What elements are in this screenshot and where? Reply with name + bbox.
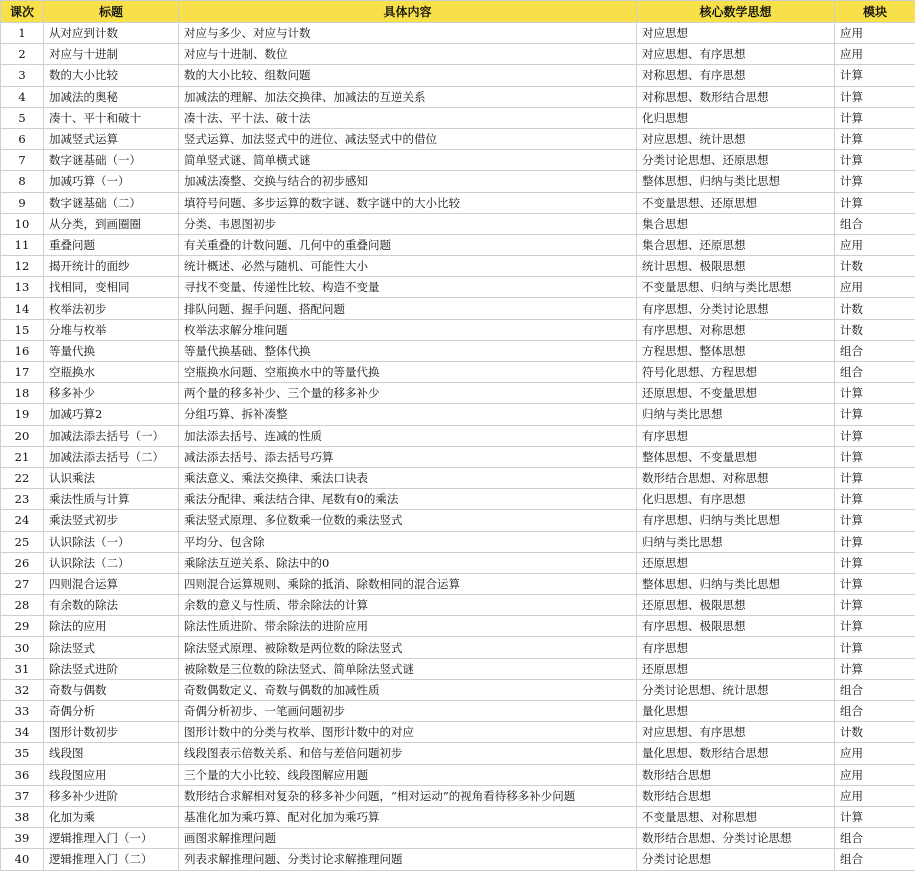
cell-title: 逻辑推理入门（二） — [44, 849, 179, 870]
cell-content: 分类、韦恩图初步 — [179, 213, 637, 234]
cell-title: 分堆与枚举 — [44, 319, 179, 340]
cell-module: 计数 — [835, 256, 915, 277]
cell-module: 计数 — [835, 298, 915, 319]
table-row — [1, 764, 915, 785]
cell-module: 计算 — [835, 65, 915, 86]
cell-module: 计算 — [835, 595, 915, 616]
cell-title: 凑十、平十和破十 — [44, 107, 179, 128]
table-row — [1, 319, 915, 340]
cell-module: 计算 — [835, 128, 915, 149]
cell-module: 计算 — [835, 616, 915, 637]
cell-module: 应用 — [835, 764, 915, 785]
cell-thinking: 还原思想 — [637, 552, 835, 573]
cell-thinking: 对应思想、统计思想 — [637, 128, 835, 149]
cell-thinking: 归纳与类比思想 — [637, 531, 835, 552]
header-lesson: 课次 — [1, 1, 44, 23]
cell-lesson: 20 — [1, 425, 44, 446]
header-title: 标题 — [44, 1, 179, 23]
cell-thinking: 对称思想、有序思想 — [637, 65, 835, 86]
cell-thinking: 有序思想 — [637, 637, 835, 658]
cell-lesson: 26 — [1, 552, 44, 573]
cell-thinking: 有序思想 — [637, 425, 835, 446]
cell-lesson: 34 — [1, 722, 44, 743]
table-row — [1, 658, 915, 679]
cell-title: 加减巧算2 — [44, 404, 179, 425]
cell-module: 计算 — [835, 404, 915, 425]
cell-title: 认识乘法 — [44, 467, 179, 488]
cell-content: 余数的意义与性质、带余除法的计算 — [179, 595, 637, 616]
cell-content: 两个量的移多补少、三个量的移多补少 — [179, 383, 637, 404]
cell-content: 简单竖式谜、简单横式谜 — [179, 150, 637, 171]
cell-lesson: 16 — [1, 340, 44, 361]
table-row — [1, 23, 915, 44]
cell-module: 计算 — [835, 446, 915, 467]
cell-title: 认识除法（一） — [44, 531, 179, 552]
cell-lesson: 4 — [1, 86, 44, 107]
cell-thinking: 整体思想、归纳与类比思想 — [637, 573, 835, 594]
cell-content: 除法性质进阶、带余除法的进阶应用 — [179, 616, 637, 637]
table-row — [1, 531, 915, 552]
cell-module: 计算 — [835, 531, 915, 552]
cell-module: 计算 — [835, 383, 915, 404]
header-module: 模块 — [835, 1, 915, 23]
cell-module: 组合 — [835, 679, 915, 700]
cell-thinking: 数形结合思想、分类讨论思想 — [637, 828, 835, 849]
cell-thinking: 还原思想 — [637, 658, 835, 679]
table-row — [1, 150, 915, 171]
cell-thinking: 不变量思想、还原思想 — [637, 192, 835, 213]
cell-module: 计算 — [835, 658, 915, 679]
table-row — [1, 679, 915, 700]
cell-module: 应用 — [835, 785, 915, 806]
cell-title: 加减法的奥秘 — [44, 86, 179, 107]
cell-title: 线段图 — [44, 743, 179, 764]
cell-thinking: 化归思想、有序思想 — [637, 489, 835, 510]
cell-content: 线段图表示倍数关系、和倍与差倍问题初步 — [179, 743, 637, 764]
cell-module: 计算 — [835, 552, 915, 573]
cell-title: 从分类，到画圈圈 — [44, 213, 179, 234]
cell-content: 凑十法、平十法、破十法 — [179, 107, 637, 128]
cell-module: 组合 — [835, 340, 915, 361]
cell-title: 有余数的除法 — [44, 595, 179, 616]
cell-content: 乘法意义、乘法交换律、乘法口诀表 — [179, 467, 637, 488]
cell-thinking: 不变量思想、归纳与类比思想 — [637, 277, 835, 298]
cell-lesson: 17 — [1, 362, 44, 383]
cell-module: 计算 — [835, 192, 915, 213]
cell-lesson: 14 — [1, 298, 44, 319]
cell-content: 数形结合求解相对复杂的移多补少问题，“相对运动”的视角看待移多补少问题 — [179, 785, 637, 806]
cell-thinking: 统计思想、极限思想 — [637, 256, 835, 277]
cell-lesson: 6 — [1, 128, 44, 149]
cell-content: 基准化加为乘巧算、配对化加为乘巧算 — [179, 806, 637, 827]
cell-lesson: 31 — [1, 658, 44, 679]
cell-title: 线段图应用 — [44, 764, 179, 785]
cell-lesson: 1 — [1, 23, 44, 44]
cell-thinking: 对应思想、有序思想 — [637, 722, 835, 743]
cell-content: 列表求解推理问题、分类讨论求解推理问题 — [179, 849, 637, 870]
table-row — [1, 637, 915, 658]
table-row — [1, 785, 915, 806]
cell-thinking: 有序思想、分类讨论思想 — [637, 298, 835, 319]
cell-lesson: 25 — [1, 531, 44, 552]
cell-thinking: 还原思想、极限思想 — [637, 595, 835, 616]
cell-thinking: 整体思想、不变量思想 — [637, 446, 835, 467]
cell-content: 奇偶分析初步、一笔画问题初步 — [179, 701, 637, 722]
cell-title: 加减巧算（一） — [44, 171, 179, 192]
cell-content: 数的大小比较、组数问题 — [179, 65, 637, 86]
cell-title: 四则混合运算 — [44, 573, 179, 594]
header-content: 具体内容 — [179, 1, 637, 23]
table-row — [1, 489, 915, 510]
cell-lesson: 5 — [1, 107, 44, 128]
cell-thinking: 对应思想 — [637, 23, 835, 44]
cell-title: 乘法竖式初步 — [44, 510, 179, 531]
table-header-row — [1, 1, 915, 23]
cell-lesson: 33 — [1, 701, 44, 722]
table-row — [1, 234, 915, 255]
cell-thinking: 分类讨论思想、统计思想 — [637, 679, 835, 700]
cell-thinking: 数形结合思想、对称思想 — [637, 467, 835, 488]
cell-module: 计算 — [835, 107, 915, 128]
cell-content: 四则混合运算规则、乘除的抵消、除数相同的混合运算 — [179, 573, 637, 594]
cell-thinking: 对称思想、数形结合思想 — [637, 86, 835, 107]
cell-thinking: 还原思想、不变量思想 — [637, 383, 835, 404]
cell-content: 排队问题、握手问题、搭配问题 — [179, 298, 637, 319]
cell-content: 等量代换基础、整体代换 — [179, 340, 637, 361]
cell-title: 加减竖式运算 — [44, 128, 179, 149]
cell-module: 计算 — [835, 150, 915, 171]
table-row — [1, 552, 915, 573]
cell-content: 竖式运算、加法竖式中的进位、减法竖式中的借位 — [179, 128, 637, 149]
cell-lesson: 13 — [1, 277, 44, 298]
cell-thinking: 有序思想、极限思想 — [637, 616, 835, 637]
cell-title: 除法的应用 — [44, 616, 179, 637]
table-row — [1, 340, 915, 361]
cell-title: 奇数与偶数 — [44, 679, 179, 700]
cell-title: 化加为乘 — [44, 806, 179, 827]
cell-module: 计算 — [835, 467, 915, 488]
cell-content: 分组巧算、拆补凑整 — [179, 404, 637, 425]
table-row — [1, 616, 915, 637]
cell-title: 加减法添去括号（一） — [44, 425, 179, 446]
table-row — [1, 277, 915, 298]
table-row — [1, 849, 915, 870]
cell-lesson: 23 — [1, 489, 44, 510]
cell-lesson: 29 — [1, 616, 44, 637]
cell-thinking: 分类讨论思想 — [637, 849, 835, 870]
cell-module: 应用 — [835, 234, 915, 255]
cell-content: 三个量的大小比较、线段图解应用题 — [179, 764, 637, 785]
cell-module: 组合 — [835, 828, 915, 849]
cell-thinking: 有序思想、对称思想 — [637, 319, 835, 340]
cell-content: 填符号问题、多步运算的数字谜、数字谜中的大小比较 — [179, 192, 637, 213]
table-row — [1, 446, 915, 467]
cell-lesson: 10 — [1, 213, 44, 234]
cell-lesson: 39 — [1, 828, 44, 849]
cell-content: 加减法的理解、加法交换律、加减法的互逆关系 — [179, 86, 637, 107]
cell-content: 加法添去括号、连减的性质 — [179, 425, 637, 446]
cell-content: 平均分、包含除 — [179, 531, 637, 552]
cell-title: 移多补少 — [44, 383, 179, 404]
cell-content: 乘法竖式原理、多位数乘一位数的乘法竖式 — [179, 510, 637, 531]
cell-module: 计算 — [835, 86, 915, 107]
cell-title: 图形计数初步 — [44, 722, 179, 743]
cell-content: 统计概述、必然与随机、可能性大小 — [179, 256, 637, 277]
cell-thinking: 符号化思想、方程思想 — [637, 362, 835, 383]
cell-title: 除法竖式进阶 — [44, 658, 179, 679]
table-row — [1, 383, 915, 404]
table-row — [1, 65, 915, 86]
table-row — [1, 743, 915, 764]
cell-lesson: 3 — [1, 65, 44, 86]
table-row — [1, 828, 915, 849]
cell-lesson: 36 — [1, 764, 44, 785]
cell-module: 计算 — [835, 425, 915, 446]
cell-title: 空瓶换水 — [44, 362, 179, 383]
table-row — [1, 128, 915, 149]
cell-module: 计算 — [835, 573, 915, 594]
cell-lesson: 28 — [1, 595, 44, 616]
table-row — [1, 701, 915, 722]
table-row — [1, 806, 915, 827]
cell-lesson: 11 — [1, 234, 44, 255]
cell-thinking: 方程思想、整体思想 — [637, 340, 835, 361]
cell-content: 乘除法互逆关系、除法中的0 — [179, 552, 637, 573]
table-row — [1, 467, 915, 488]
table-row — [1, 171, 915, 192]
cell-lesson: 32 — [1, 679, 44, 700]
cell-content: 有关重叠的计数问题、几何中的重叠问题 — [179, 234, 637, 255]
cell-title: 乘法性质与计算 — [44, 489, 179, 510]
cell-thinking: 量化思想、数形结合思想 — [637, 743, 835, 764]
cell-lesson: 35 — [1, 743, 44, 764]
table-row — [1, 192, 915, 213]
table-row — [1, 256, 915, 277]
cell-title: 加减法添去括号（二） — [44, 446, 179, 467]
cell-thinking: 数形结合思想 — [637, 764, 835, 785]
cell-lesson: 24 — [1, 510, 44, 531]
table-row — [1, 44, 915, 65]
cell-module: 计算 — [835, 806, 915, 827]
cell-lesson: 18 — [1, 383, 44, 404]
cell-lesson: 27 — [1, 573, 44, 594]
cell-title: 奇偶分析 — [44, 701, 179, 722]
cell-title: 认识除法（二） — [44, 552, 179, 573]
cell-lesson: 37 — [1, 785, 44, 806]
cell-module: 计算 — [835, 510, 915, 531]
table-row — [1, 86, 915, 107]
cell-title: 找相同，变相同 — [44, 277, 179, 298]
cell-module: 计算 — [835, 489, 915, 510]
cell-content: 枚举法求解分堆问题 — [179, 319, 637, 340]
cell-lesson: 40 — [1, 849, 44, 870]
cell-lesson: 8 — [1, 171, 44, 192]
cell-lesson: 12 — [1, 256, 44, 277]
cell-module: 计数 — [835, 722, 915, 743]
table-row — [1, 107, 915, 128]
cell-module: 计算 — [835, 171, 915, 192]
cell-title: 数字谜基础（一） — [44, 150, 179, 171]
cell-content: 图形计数中的分类与枚举、图形计数中的对应 — [179, 722, 637, 743]
cell-thinking: 不变量思想、对称思想 — [637, 806, 835, 827]
cell-module: 组合 — [835, 701, 915, 722]
cell-title: 除法竖式 — [44, 637, 179, 658]
table-row — [1, 362, 915, 383]
cell-content: 减法添去括号、添去括号巧算 — [179, 446, 637, 467]
cell-module: 组合 — [835, 849, 915, 870]
cell-title: 枚举法初步 — [44, 298, 179, 319]
cell-module: 应用 — [835, 743, 915, 764]
cell-lesson: 7 — [1, 150, 44, 171]
cell-title: 对应与十进制 — [44, 44, 179, 65]
table-row — [1, 298, 915, 319]
cell-lesson: 22 — [1, 467, 44, 488]
header-thinking: 核心数学思想 — [637, 1, 835, 23]
table-row — [1, 595, 915, 616]
cell-thinking: 分类讨论思想、还原思想 — [637, 150, 835, 171]
cell-thinking: 化归思想 — [637, 107, 835, 128]
cell-content: 空瓶换水问题、空瓶换水中的等量代换 — [179, 362, 637, 383]
cell-title: 从对应到计数 — [44, 23, 179, 44]
cell-module: 组合 — [835, 213, 915, 234]
cell-lesson: 38 — [1, 806, 44, 827]
cell-thinking: 有序思想、归纳与类比思想 — [637, 510, 835, 531]
cell-module: 应用 — [835, 277, 915, 298]
cell-title: 等量代换 — [44, 340, 179, 361]
cell-content: 加减法凑整、交换与结合的初步感知 — [179, 171, 637, 192]
cell-module: 应用 — [835, 44, 915, 65]
cell-content: 对应与十进制、数位 — [179, 44, 637, 65]
cell-thinking: 数形结合思想 — [637, 785, 835, 806]
cell-title: 逻辑推理入门（一） — [44, 828, 179, 849]
table-row — [1, 573, 915, 594]
cell-thinking: 对应思想、有序思想 — [637, 44, 835, 65]
cell-module: 计算 — [835, 637, 915, 658]
cell-thinking: 集合思想、还原思想 — [637, 234, 835, 255]
cell-thinking: 集合思想 — [637, 213, 835, 234]
cell-module: 计数 — [835, 319, 915, 340]
table-row — [1, 510, 915, 531]
table-row — [1, 425, 915, 446]
table-row — [1, 404, 915, 425]
cell-lesson: 30 — [1, 637, 44, 658]
table-body — [1, 23, 915, 871]
cell-content: 对应与多少、对应与计数 — [179, 23, 637, 44]
cell-content: 寻找不变量、传递性比较、构造不变量 — [179, 277, 637, 298]
cell-title: 重叠问题 — [44, 234, 179, 255]
cell-lesson: 19 — [1, 404, 44, 425]
table-row — [1, 213, 915, 234]
cell-title: 数字谜基础（二） — [44, 192, 179, 213]
cell-lesson: 15 — [1, 319, 44, 340]
cell-lesson: 2 — [1, 44, 44, 65]
cell-thinking: 归纳与类比思想 — [637, 404, 835, 425]
cell-content: 奇数偶数定义、奇数与偶数的加减性质 — [179, 679, 637, 700]
cell-content: 乘法分配律、乘法结合律、尾数有0的乘法 — [179, 489, 637, 510]
cell-content: 画图求解推理问题 — [179, 828, 637, 849]
table-row — [1, 722, 915, 743]
cell-lesson: 21 — [1, 446, 44, 467]
cell-lesson: 9 — [1, 192, 44, 213]
cell-content: 除法竖式原理、被除数是两位数的除法竖式 — [179, 637, 637, 658]
cell-title: 移多补少进阶 — [44, 785, 179, 806]
cell-thinking: 量化思想 — [637, 701, 835, 722]
cell-module: 应用 — [835, 23, 915, 44]
cell-content: 被除数是三位数的除法竖式、简单除法竖式谜 — [179, 658, 637, 679]
cell-title: 数的大小比较 — [44, 65, 179, 86]
cell-thinking: 整体思想、归纳与类比思想 — [637, 171, 835, 192]
cell-module: 组合 — [835, 362, 915, 383]
cell-title: 揭开统计的面纱 — [44, 256, 179, 277]
